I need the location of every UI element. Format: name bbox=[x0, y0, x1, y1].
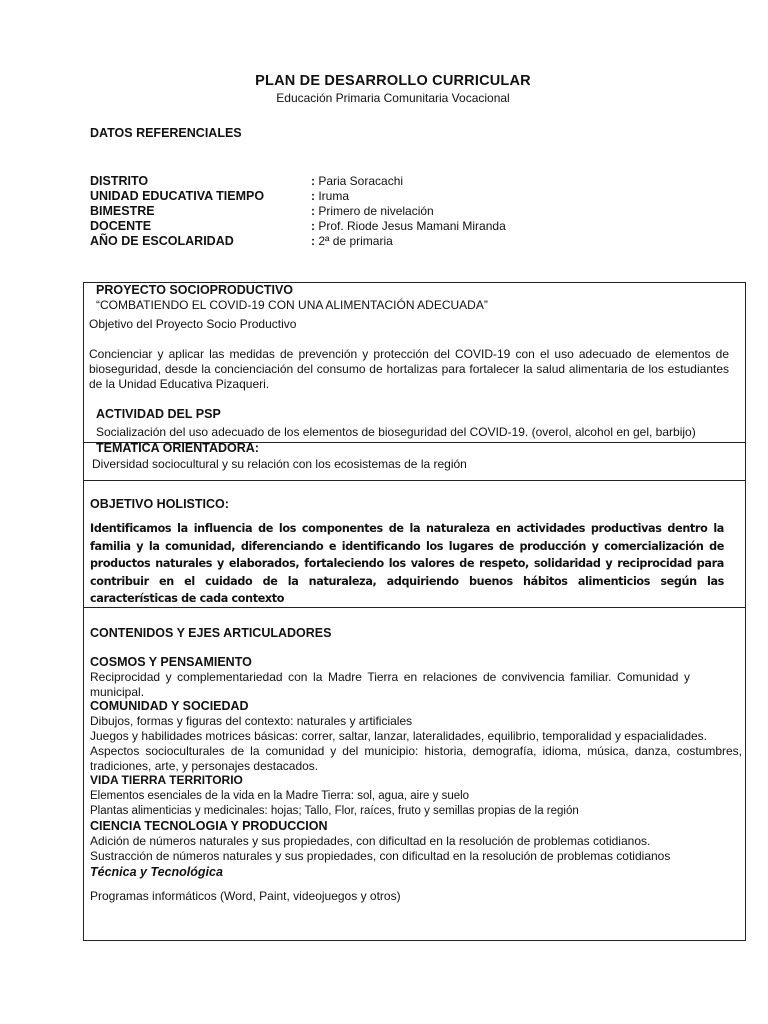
ref-value bbox=[311, 189, 349, 204]
cosmos-heading: COSMOS Y PENSAMIENTO bbox=[90, 655, 252, 669]
proyecto-name: “COMBATIENDO EL COVID-19 CON UNA ALIMENTACIÓN ADECUADA” bbox=[96, 298, 488, 312]
ref-value-text: Iruma bbox=[315, 189, 350, 203]
ref-value-text: 2ª de primaria bbox=[315, 234, 393, 248]
proyecto-heading: PROYECTO SOCIOPRODUCTIVO bbox=[96, 283, 294, 297]
ref-separator: : bbox=[311, 234, 315, 248]
cosmos-text: Reciprocidad y complementariedad con la Madre Tierra en relaciones de convivencia familiar. Comunidad y municipal. bbox=[90, 670, 690, 699]
ref-row-bimestre bbox=[90, 204, 506, 219]
ref-value bbox=[311, 174, 403, 189]
ref-separator: : bbox=[311, 204, 315, 218]
proyecto-objective-label: Objetivo del Proyecto Socio Productivo bbox=[89, 317, 297, 331]
ciencia-heading: CIENCIA TECNOLOGIA Y PRODUCCION bbox=[90, 819, 328, 833]
objetivo-text: Identificamos la influencia de los componentes de la naturaleza en actividades productivas dentro la familia y la comunidad, diferenciando e identificando los lugares de producción y comercialización de productos naturales y elaborados, fortaleciendo los valores de respeto, solidaridad y reciprocidad para contribuir en el cuidado de la naturaleza, adquiriendo buenos hábitos alimenticios según las características de cada contexto bbox=[90, 522, 724, 605]
objetivo-heading: OBJETIVO HOLISTICO: bbox=[90, 497, 229, 511]
ref-label: DOCENTE bbox=[90, 219, 152, 233]
datos-referenciales-table bbox=[90, 174, 506, 249]
ref-separator: : bbox=[311, 189, 315, 203]
vida-line-2: Plantas alimenticias y medicinales: hojas; Tallo, Flor, raíces, fruto y semillas propias de la región bbox=[90, 805, 579, 817]
proyecto-objective-text: Concienciar y aplicar las medidas de prevención y protección del COVID-19 con el uso adecuado de elementos de bioseguridad, desde la concienciación del consumo de hortalizas para fortalecer la salud alimentaria de los estudiantes de la Unidad Educativa Pizaqueri. bbox=[89, 347, 729, 391]
ciencia-line-2: Sustracción de números naturales y sus propiedades, con dificultad en la resolución de problemas cotidianos bbox=[90, 849, 671, 863]
ref-label: BIMESTRE bbox=[90, 204, 155, 218]
ref-label: DISTRITO bbox=[90, 174, 149, 188]
proyecto-box bbox=[83, 282, 746, 443]
contenidos-box bbox=[83, 607, 746, 941]
ref-value bbox=[311, 234, 393, 249]
ref-label: UNIDAD EDUCATIVA TIEMPO bbox=[90, 189, 265, 203]
actividad-heading: ACTIVIDAD DEL PSP bbox=[96, 407, 221, 421]
vida-heading: VIDA TIERRA TERRITORIO bbox=[90, 773, 243, 787]
actividad-text: Socialización del uso adecuado de los elementos de bioseguridad del COVID-19. (overol, alcohol en gel, barbijo) bbox=[96, 425, 696, 439]
ref-separator: : bbox=[311, 219, 315, 233]
comunidad-line-2: Juegos y habilidades motrices básicas: correr, saltar, lanzar, lateralidades, equilibrio, temporalidad y espacialidades. bbox=[90, 729, 707, 743]
objetivo-box bbox=[83, 480, 746, 608]
tecnica-heading: Técnica y Tecnológica bbox=[90, 865, 223, 879]
tematica-heading: TEMATICA ORIENTADORA: bbox=[96, 441, 259, 455]
tecnica-text: Programas informáticos (Word, Paint, videojuegos y otros) bbox=[90, 889, 401, 903]
datos-referenciales-heading: DATOS REFERENCIALES bbox=[90, 126, 242, 140]
document-subtitle: Educación Primaria Comunitaria Vocacional bbox=[276, 91, 510, 105]
tematica-text: Diversidad sociocultural y su relación con los ecosistemas de la región bbox=[92, 457, 467, 471]
comunidad-heading: COMUNIDAD Y SOCIEDAD bbox=[90, 699, 249, 713]
vida-line-1: Elementos esenciales de la vida en la Madre Tierra: sol, agua, aire y suelo bbox=[90, 790, 470, 802]
ref-value-text: Prof. Riode Jesus Mamani Miranda bbox=[315, 219, 506, 233]
document-title: PLAN DE DESARROLLO CURRICULAR bbox=[255, 73, 531, 89]
comunidad-line-1: Dibujos, formas y figuras del contexto: naturales y artificiales bbox=[90, 714, 413, 728]
ref-value-text: Paria Soracachi bbox=[315, 174, 404, 188]
ref-row-escolaridad bbox=[90, 234, 506, 249]
comunidad-line-3: Aspectos socioculturales de la comunidad y del municipio: historia, demografía, idioma, música, danza, costumbres, tradiciones, arte, y personajes destacados. bbox=[90, 744, 742, 773]
ciencia-line-1: Adición de números naturales y sus propiedades, con dificultad en la resolución de problemas cotidianos. bbox=[90, 834, 651, 848]
tematica-box bbox=[83, 442, 746, 481]
ref-row-docente bbox=[90, 219, 506, 234]
ref-row-distrito bbox=[90, 174, 506, 189]
ref-value bbox=[311, 219, 506, 234]
ref-row-unidad bbox=[90, 189, 506, 204]
ref-separator: : bbox=[311, 174, 315, 188]
contenidos-heading: CONTENIDOS Y EJES ARTICULADORES bbox=[90, 626, 332, 640]
ref-value-text: Primero de nivelación bbox=[315, 204, 434, 218]
ref-value bbox=[311, 204, 434, 219]
ref-label: AÑO DE ESCOLARIDAD bbox=[90, 234, 234, 248]
